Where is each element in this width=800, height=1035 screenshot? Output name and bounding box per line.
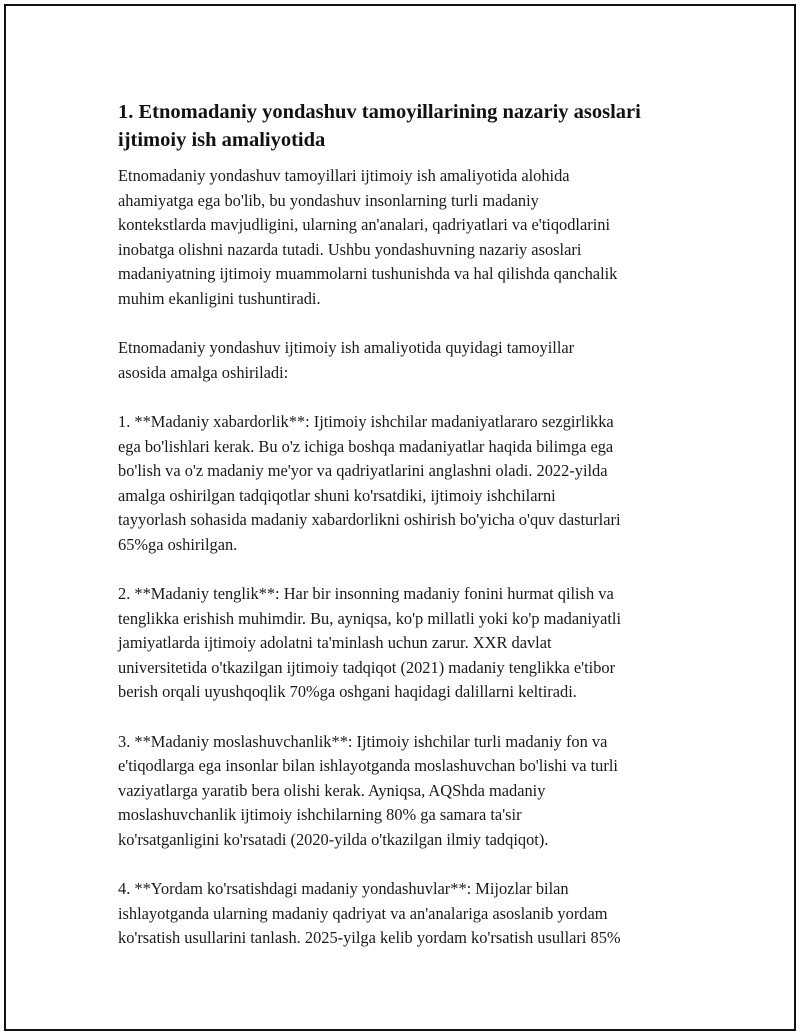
text-line: 4. **Yordam ko'rsatishdagi madaniy yondashuvlar**: Mijozlar bilan — [118, 879, 569, 899]
paragraph-principle-2 — [118, 582, 698, 705]
text-line: ishlayotganda ularning madaniy qadriyat va an'analariga asoslanib yordam — [118, 903, 608, 923]
text-line: tenglikka erishish muhimdir. Bu, ayniqsa, ko'p millatli yoki ko'p madaniyatli — [118, 608, 622, 628]
text-line: inobatga olishni nazarda tutadi. Ushbu yondashuvning nazariy asoslari — [118, 239, 582, 259]
text-line: ko'rsatganligini ko'rsatadi (2020-yilda o'tkazilgan ilmiy tadqiqot). — [118, 830, 549, 850]
text-line: 1. **Madaniy xabardorlik**: Ijtimoiy ishchilar madaniyatlararo sezgirlikka — [118, 411, 614, 431]
text-line: muhim ekanligini tushuntiradi. — [118, 288, 321, 308]
text-line: Etnomadaniy yondashuv ijtimoiy ish amaliyotida quyidagi tamoyillar — [118, 338, 575, 358]
heading-line: 1. Etnomadaniy yondashuv tamoyillarining nazariy asoslari — [118, 101, 641, 123]
paragraph-principles-intro — [118, 336, 698, 385]
paragraph-intro — [118, 164, 698, 312]
text-line: berish orqali uyushqoqlik 70%ga oshgani haqidagi dalillarni keltiradi. — [118, 682, 577, 702]
section-heading — [118, 98, 698, 154]
document-body — [118, 98, 698, 976]
paragraph-principle-1 — [118, 410, 698, 558]
text-line: madaniyatning ijtimoiy muammolarni tushunishda va hal qilishda qanchalik — [118, 264, 618, 284]
heading-line: ijtimoiy ish amaliyotida — [118, 129, 326, 151]
text-line: amalga oshirilgan tadqiqotlar shuni ko'rsatdiki, ijtimoiy ishchilarni — [118, 485, 556, 505]
text-line: vaziyatlarga yaratib bera olishi kerak. Ayniqsa, AQShda madaniy — [118, 780, 546, 800]
paragraph-principle-4 — [118, 877, 698, 951]
text-line: Etnomadaniy yondashuv tamoyillari ijtimoiy ish amaliyotida alohida — [118, 166, 570, 185]
text-line: 65%ga oshirilgan. — [118, 534, 238, 554]
text-line: kontekstlarda mavjudligini, ularning an'analari, qadriyatlari va e'tiqodlarini — [118, 215, 611, 235]
text-line: asosida amalga oshiriladi: — [118, 362, 289, 382]
text-line: ahamiyatga ega bo'lib, bu yondashuv insonlarning turli madaniy — [118, 190, 539, 210]
paragraph-principle-3 — [118, 730, 698, 853]
text-line: jamiyatlarda ijtimoiy adolatni ta'minlash uchun zarur. XXR davlat — [118, 633, 552, 653]
text-line: ko'rsatish usullarini tanlash. 2025-yilga kelib yordam ko'rsatish usullari 85% — [118, 928, 621, 948]
page-frame — [4, 4, 796, 1031]
text-line: tayyorlash sohasida madaniy xabardorlikni oshirish bo'yicha o'quv dasturlari — [118, 510, 621, 530]
text-line: bo'lish va o'z madaniy me'yor va qadriyatlarini anglashni oladi. 2022-yilda — [118, 461, 608, 481]
text-line: ega bo'lishlari kerak. Bu o'z ichiga boshqa madaniyatlar haqida bilimga ega — [118, 436, 614, 456]
text-line: e'tiqodlarga ega insonlar bilan ishlayotganda moslashuvchan bo'lishi va turli — [118, 756, 618, 776]
text-line: 3. **Madaniy moslashuvchanlik**: Ijtimoiy ishchilar turli madaniy fon va — [118, 731, 608, 751]
text-line: 2. **Madaniy tenglik**: Har bir insonning madaniy fonini hurmat qilish va — [118, 584, 614, 604]
text-line: universitetida o'tkazilgan ijtimoiy tadqiqot (2021) madaniy tenglikka e'tibor — [118, 657, 616, 677]
text-line: moslashuvchanlik ijtimoiy ishchilarning 80% ga samara ta'sir — [118, 805, 522, 825]
